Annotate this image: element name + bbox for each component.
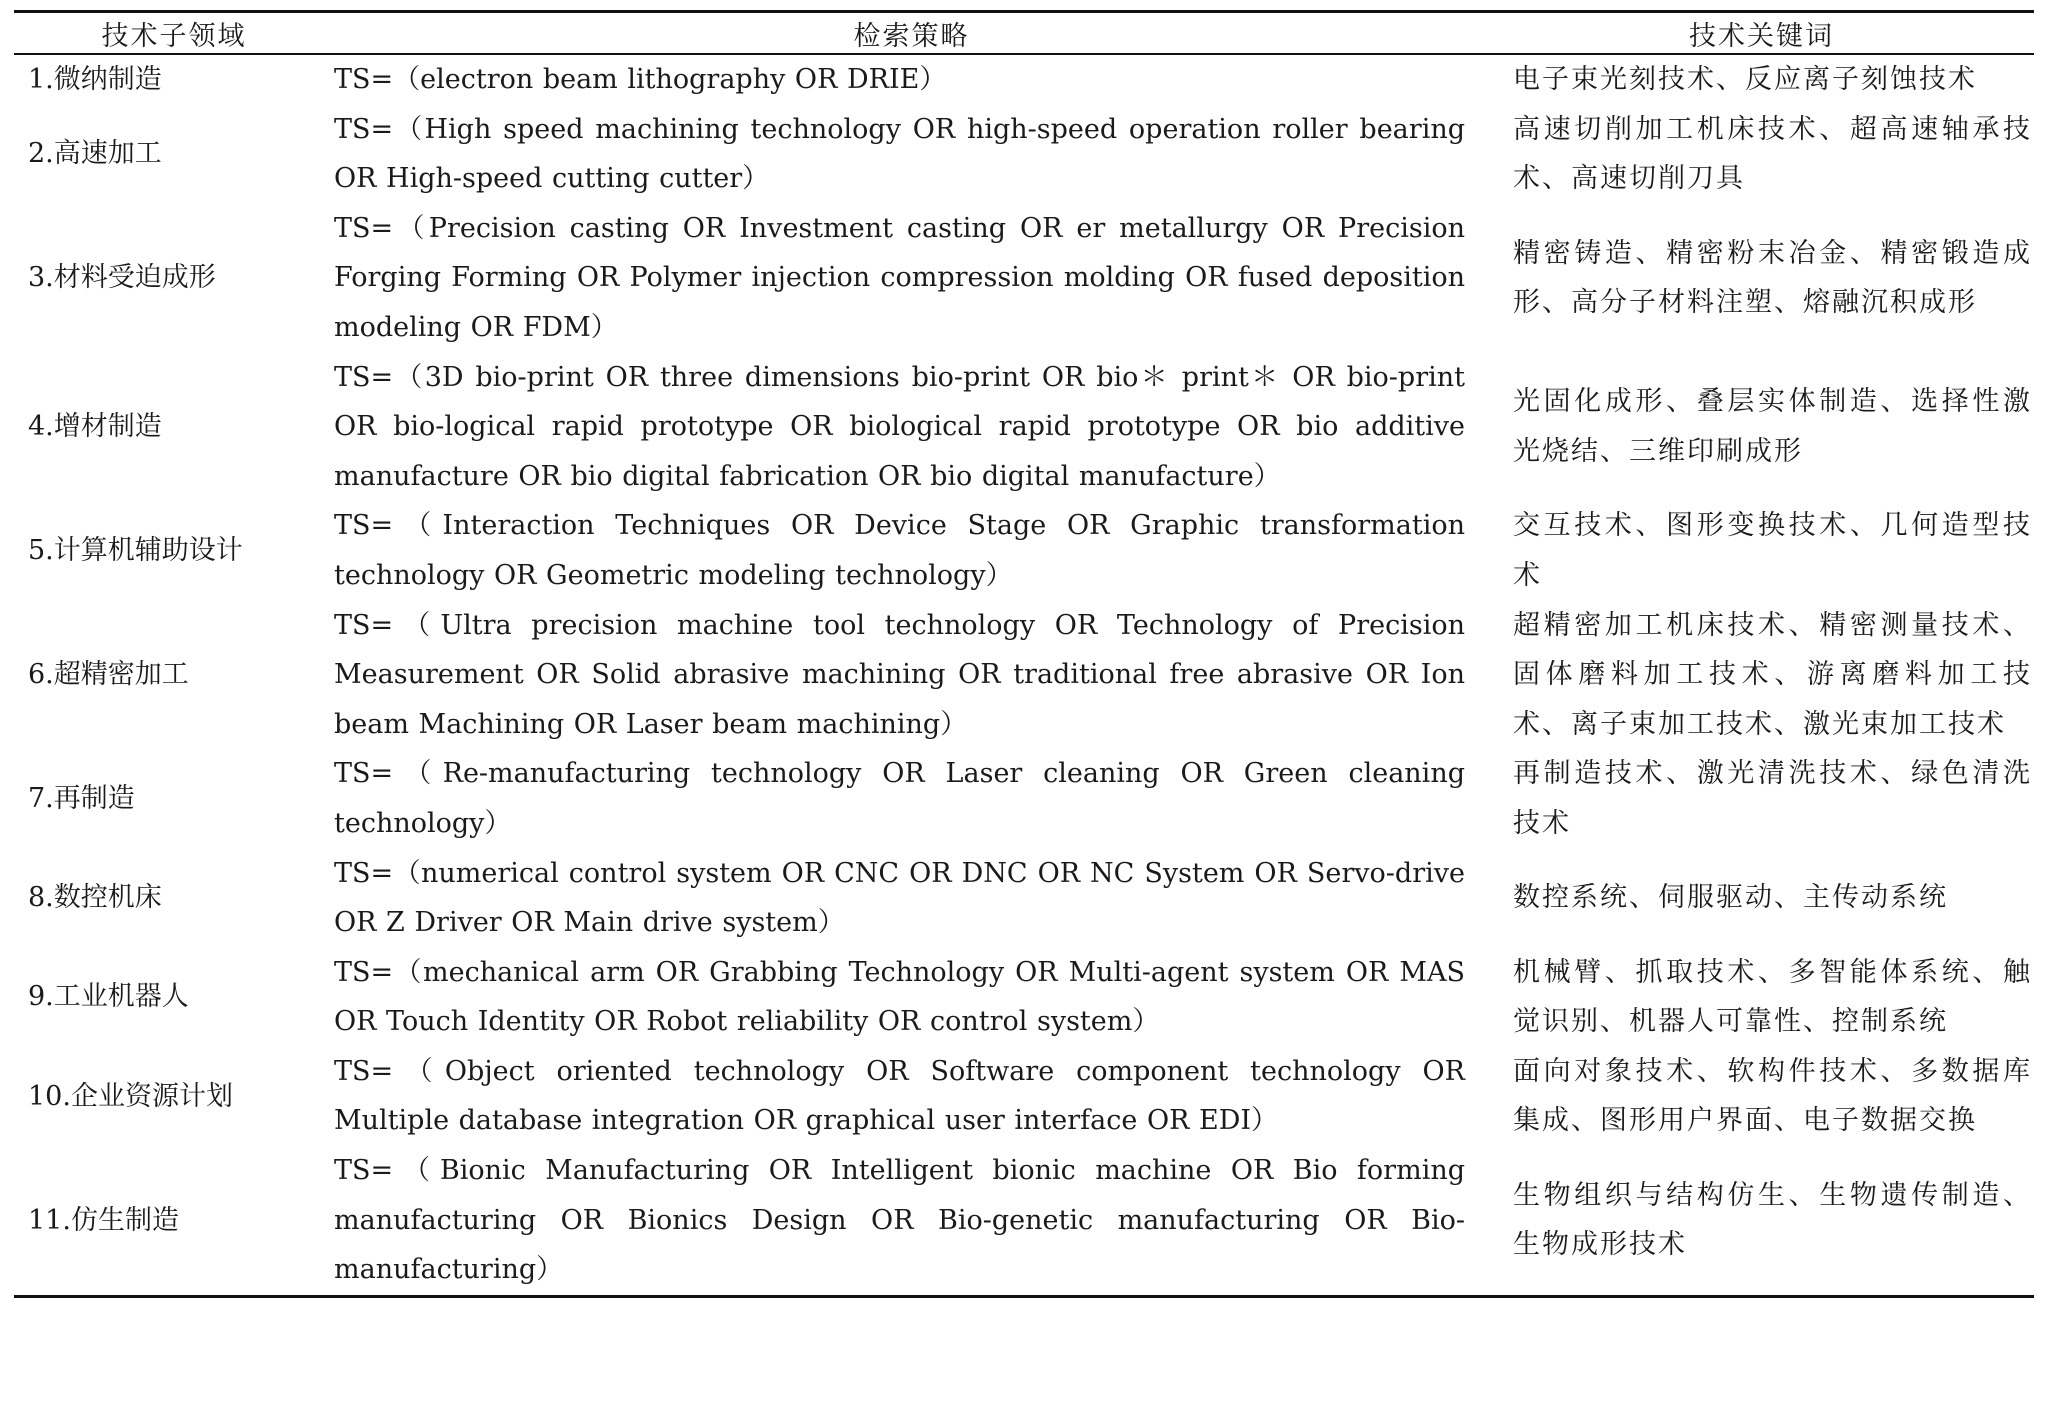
cell-strategy: TS=（3D bio-print OR three dimensions bio-print OR bio＊ print＊ OR bio-print OR bio-logical rapid prototype OR biological rapid prototype OR bio additive manufacture OR bio digital fabrication OR bio digital manufacture） bbox=[334, 361, 1465, 492]
header-row bbox=[14, 12, 2034, 55]
cell-subfield: 8.数控机床 bbox=[28, 882, 162, 914]
cell-strategy: TS=（numerical control system OR CNC OR DNC OR NC System OR Servo-drive OR Z Driver OR Main drive system） bbox=[334, 857, 1465, 939]
cell-strategy: TS=（Bionic Manufacturing OR Intelligent bionic machine OR Bio forming manufacturing OR Bionics Design OR Bio-genetic manufacturing OR Bio-manufacturing） bbox=[334, 1155, 1465, 1286]
cell-strategy: TS=（electron beam lithography OR DRIE） bbox=[334, 64, 947, 95]
cell-keywords: 再制造技术、激光清洗技术、绿色清洗技术 bbox=[1513, 758, 2032, 839]
cell-subfield: 1.微纳制造 bbox=[28, 64, 162, 95]
cell-subfield: 7.再制造 bbox=[28, 783, 135, 815]
table-row bbox=[14, 1146, 2034, 1296]
cell-keywords: 生物组织与结构仿生、生物遗传制造、生物成形技术 bbox=[1513, 1179, 2032, 1261]
table-row bbox=[14, 54, 2034, 105]
cell-strategy: TS=（Re-manufacturing technology OR Laser cleaning OR Green cleaning technology） bbox=[334, 758, 1465, 839]
cell-keywords: 精密铸造、精密粉末冶金、精密锻造成形、高分子材料注塑、熔融沉积成形 bbox=[1513, 237, 2032, 319]
cell-subfield: 9.工业机器人 bbox=[28, 981, 189, 1013]
table-row bbox=[14, 105, 2034, 204]
table-row bbox=[14, 353, 2034, 502]
cell-subfield: 10.企业资源计划 bbox=[28, 1080, 233, 1112]
table-row bbox=[14, 849, 2034, 948]
cell-subfield: 5.计算机辅助设计 bbox=[28, 535, 243, 567]
table-row bbox=[14, 749, 2034, 848]
header-strategy: 检索策略 bbox=[853, 20, 970, 52]
cell-strategy: TS=（Interaction Techniques OR Device Stage OR Graphic transformation technology OR Geometric modeling technology） bbox=[334, 510, 1465, 591]
cell-subfield: 6.超精密加工 bbox=[28, 659, 189, 691]
cell-strategy: TS=（Object oriented technology OR Software component technology OR Multiple database integration OR graphical user interface OR EDI） bbox=[334, 1055, 1465, 1137]
cell-keywords: 电子束光刻技术、反应离子刻蚀技术 bbox=[1513, 64, 1977, 95]
table-row bbox=[14, 1047, 2034, 1146]
cell-strategy: TS=（mechanical arm OR Grabbing Technology OR Multi-agent system OR MAS OR Touch Identity OR Robot reliability OR control system） bbox=[334, 956, 1465, 1038]
cell-strategy: TS=（Ultra precision machine tool technology OR Technology of Precision Measurement OR Solid abrasive machining OR traditional free abrasive OR Ion beam Machining OR Laser beam machining） bbox=[334, 609, 1465, 740]
header-subfield: 技术子领域 bbox=[101, 20, 247, 52]
table-row bbox=[14, 501, 2034, 600]
cell-subfield: 3.材料受迫成形 bbox=[28, 262, 216, 294]
cell-keywords: 光固化成形、叠层实体制造、选择性激光烧结、三维印刷成形 bbox=[1513, 386, 2032, 467]
cell-keywords: 高速切削加工机床技术、超高速轴承技术、高速切削刀具 bbox=[1513, 113, 2032, 195]
table-body bbox=[14, 54, 2034, 1296]
table-row bbox=[14, 948, 2034, 1047]
cell-keywords: 面向对象技术、软构件技术、多数据库集成、图形用户界面、电子数据交换 bbox=[1513, 1055, 2032, 1137]
cell-keywords: 超精密加工机床技术、精密测量技术、固体磨料加工技术、游离磨料加工技术、离子束加工技术、激光束加工技术 bbox=[1513, 609, 2032, 740]
header-keywords: 技术关键词 bbox=[1689, 20, 1834, 52]
cell-subfield: 4.增材制造 bbox=[28, 411, 162, 443]
search-strategy-table-container bbox=[14, 10, 2034, 1298]
table-header bbox=[14, 12, 2034, 55]
search-strategy-table bbox=[14, 10, 2034, 1298]
table-row bbox=[14, 601, 2034, 750]
cell-keywords: 数控系统、伺服驱动、主传动系统 bbox=[1513, 882, 1948, 914]
cell-keywords: 交互技术、图形变换技术、几何造型技术 bbox=[1513, 510, 2032, 591]
cell-subfield: 11.仿生制造 bbox=[28, 1204, 179, 1236]
cell-strategy: TS=（Precision casting OR Investment casting OR er metallurgy OR Precision Forging Forming OR Polymer injection compression molding OR fused deposition modeling OR FDM） bbox=[334, 212, 1465, 343]
cell-subfield: 2.高速加工 bbox=[28, 138, 162, 170]
table-row bbox=[14, 204, 2034, 353]
cell-keywords: 机械臂、抓取技术、多智能体系统、触觉识别、机器人可靠性、控制系统 bbox=[1513, 956, 2032, 1038]
cell-strategy: TS=（High speed machining technology OR high-speed operation roller bearing OR High-speed cutting cutter） bbox=[334, 113, 1465, 195]
